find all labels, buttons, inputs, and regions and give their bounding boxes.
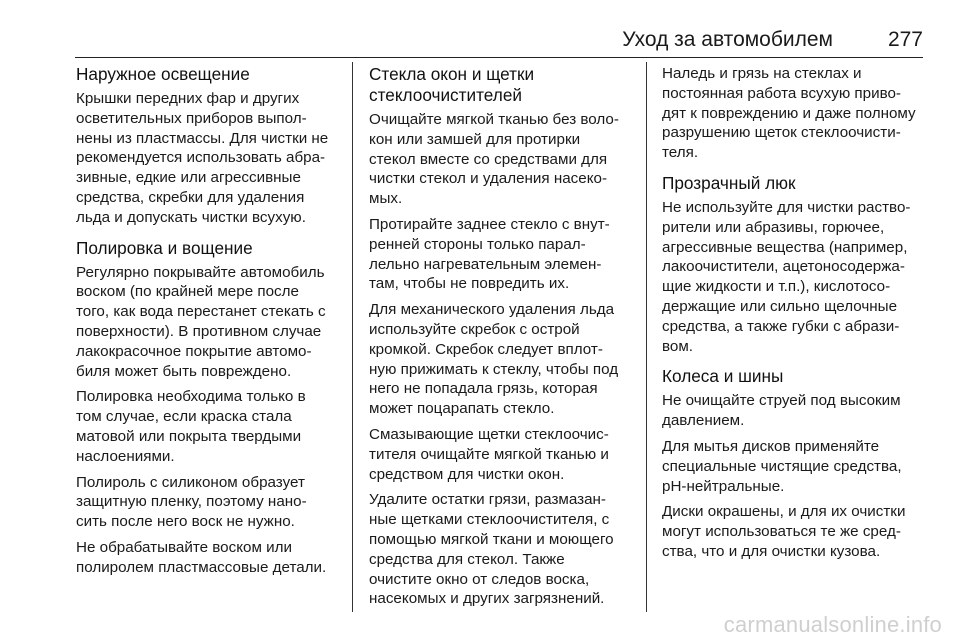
page-number: 277 xyxy=(887,28,923,51)
paragraph xyxy=(662,437,932,496)
text-column-left xyxy=(76,64,346,584)
text-line: Смазывающие щетки стеклоочис- xyxy=(369,425,609,443)
text-line: лакокрасочное покрытие автомо- xyxy=(76,342,312,360)
text-line: стекол вместе со средствами для xyxy=(369,150,608,168)
text-line: ные щетками стеклоочистителя, с xyxy=(369,511,610,529)
text-line: биля может быть повреждено. xyxy=(76,362,292,380)
paragraph xyxy=(369,110,639,209)
section-heading xyxy=(76,238,346,259)
text-line: Регулярно покрывайте автомобиль xyxy=(76,263,325,281)
text-line: Не очищайте струей под высоким xyxy=(662,392,901,410)
text-line: Для механического удаления льда xyxy=(369,301,615,319)
text-line: ную прижимать к стеклу, чтобы под xyxy=(369,360,619,378)
page-header xyxy=(75,26,923,56)
text-line: воском (по крайней мере после xyxy=(76,283,299,301)
text-line: тителя очищайте мягкой тканью и xyxy=(369,445,609,463)
text-line: агрессивные вещества (например, xyxy=(662,238,908,256)
header-divider xyxy=(75,57,923,58)
text-line: него не попадала грязь, которая xyxy=(369,380,598,398)
text-line: льда и допускать чистки всухую. xyxy=(76,208,306,226)
text-line: Очищайте мягкой тканью без воло- xyxy=(369,111,619,128)
column-divider xyxy=(646,62,647,612)
paragraph xyxy=(76,387,346,466)
paragraph xyxy=(662,64,932,163)
text-line: Полировка и вощение xyxy=(76,237,253,258)
text-line: могут использоваться те же сред- xyxy=(662,523,901,541)
text-line: рН-нейтральные. xyxy=(662,477,785,495)
text-line: средства, скребки для удаления xyxy=(76,188,305,206)
text-line: лакоочистители, ацетоносодержа- xyxy=(662,258,905,276)
text-line: мых. xyxy=(369,190,403,208)
paragraph xyxy=(76,473,346,532)
page-title: Уход за автомобилем xyxy=(622,28,833,51)
paragraph xyxy=(76,263,346,382)
text-line: щие жидкости и т.п.), кислотосо- xyxy=(662,278,891,296)
text-line: наслоениями. xyxy=(76,447,175,465)
text-line: осветительных приборов выпол- xyxy=(76,109,307,127)
text-line: дят к повреждению и даже полному xyxy=(662,104,916,122)
paragraph xyxy=(369,425,639,484)
text-line: средством для чистки окон. xyxy=(369,465,565,483)
text-line: лельно нагревательным элемен- xyxy=(369,255,602,273)
section-heading xyxy=(662,173,932,194)
section-heading xyxy=(76,64,346,85)
text-line: средства, а также губки с абрази- xyxy=(662,317,900,335)
section-heading xyxy=(369,64,639,106)
text-line: помощью мягкой ткани и моющего xyxy=(369,530,614,548)
text-line: Полироль с силиконом образует xyxy=(76,473,305,491)
text-line: держащие или сильно щелочные xyxy=(662,297,898,315)
text-line: очистите окно от следов воска, xyxy=(369,570,590,588)
text-line: давлением. xyxy=(662,412,745,430)
text-line: Для мытья дисков применяйте xyxy=(662,437,880,455)
text-line: матовой или покрыта твердыми xyxy=(76,427,302,445)
paragraph xyxy=(662,391,932,431)
text-line: вом. xyxy=(662,337,694,355)
text-line: кон или замшей для протирки xyxy=(369,130,581,148)
text-line: ства, что и для очистки кузова. xyxy=(662,542,881,560)
text-line: Наледь и грязь на стеклах и xyxy=(662,65,862,82)
text-column-middle xyxy=(369,64,639,615)
section-heading xyxy=(662,366,932,387)
text-column-right xyxy=(662,64,932,568)
text-line: нены из пластмассы. Для чистки не xyxy=(76,129,329,147)
text-line: Прозрачный люк xyxy=(662,172,796,193)
text-line: Не обрабатывайте воском или xyxy=(76,538,292,556)
text-line: рители или абразивы, горючее, xyxy=(662,218,885,236)
text-line: поверхности). В противном случае xyxy=(76,322,322,340)
text-line: разрушению щеток стеклоочисти- xyxy=(662,124,901,142)
text-line: насекомых и других загрязнений. xyxy=(369,590,605,608)
paragraph xyxy=(662,502,932,561)
text-line: стеклоочистителей xyxy=(369,85,522,105)
text-line: средства для стекол. Также xyxy=(369,550,565,568)
paragraph xyxy=(662,198,932,356)
text-line: теля. xyxy=(662,144,699,162)
text-line: там, чтобы не повредить их. xyxy=(369,275,570,293)
text-line: того, как вода перестанет стекать с xyxy=(76,303,326,321)
text-line: защитную пленку, поэтому нано- xyxy=(76,493,307,511)
text-line: Стекла окон и щетки xyxy=(369,64,535,84)
text-line: кромкой. Скребок следует вплот- xyxy=(369,340,603,358)
text-line: Крышки передних фар и других xyxy=(76,90,300,107)
paragraph xyxy=(369,215,639,294)
text-line: сить после него воск не нужно. xyxy=(76,513,295,531)
text-line: может поцарапать стекло. xyxy=(369,400,555,418)
paragraph xyxy=(369,300,639,419)
text-line: Колеса и шины xyxy=(662,366,784,387)
paragraph xyxy=(76,89,346,228)
text-line: чистки стекол и удаления насеко- xyxy=(369,170,608,188)
text-line: полиролем пластмассовые детали. xyxy=(76,558,327,576)
text-line: зивные, едкие или агрессивные xyxy=(76,169,301,187)
text-line: ренней стороны только парал- xyxy=(369,235,586,253)
text-line: Диски окрашены, и для их очистки xyxy=(662,503,906,521)
text-line: Полировка необходима только в xyxy=(76,388,306,406)
text-line: том случае, если краска стала xyxy=(76,408,292,426)
watermark: carmanualsonline.info xyxy=(723,612,942,637)
text-line: используйте скребок с острой xyxy=(369,320,580,338)
text-line: специальные чистящие средства, xyxy=(662,457,902,475)
column-divider xyxy=(352,62,353,612)
text-line: Наружное освещение xyxy=(76,64,250,84)
paragraph xyxy=(369,490,639,609)
text-line: Не используйте для чистки раство- xyxy=(662,198,911,216)
text-line: постоянная работа всухую приво- xyxy=(662,84,901,102)
text-line: рекомендуется использовать абра- xyxy=(76,149,326,167)
text-line: Удалите остатки грязи, размазан- xyxy=(369,491,606,509)
paragraph xyxy=(76,538,346,578)
text-line: Протирайте заднее стекло с внут- xyxy=(369,215,610,233)
